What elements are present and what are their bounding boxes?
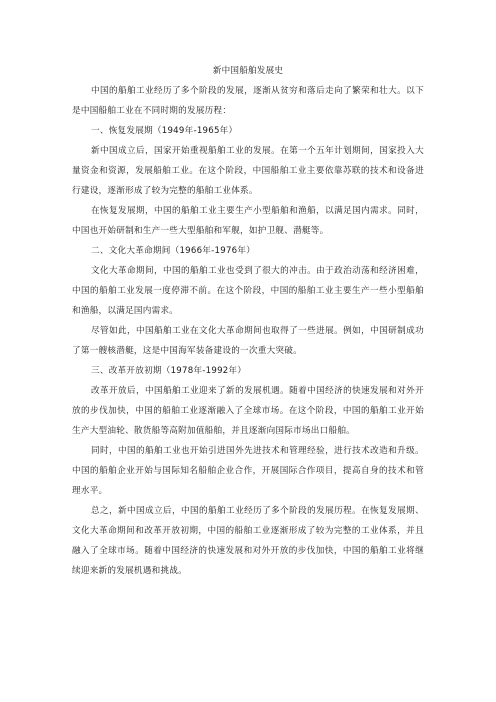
paragraph-recovery-2: 在恢复发展期，中国的船舶工业主要生产小型船舶和渔船，以满足国内需求。同时，中国也开始研制和生产一些大型船舶和军舰，如护卫舰、潜艇等。 [72,206,424,236]
section-heading-recovery: 一、恢复发展期（1949年-1965年） [91,126,238,136]
paragraph-conclusion: 总之，新中国成立后，中国的船舶工业经历了多个阶段的发展历程。在恢复发展期、文化大革命期间和改革开放初期，中国的船舶工业逐渐形成了较为完整的工业体系，并且融入了全球市场。随着中国经济的快速发展和对外开放的步伐加快，中国的船舶工业将继续迎来新的发展机遇和挑战。 [72,506,424,576]
section-heading-cultural-revolution: 二、文化大革命期间（1966年-1976年） [91,246,256,256]
paragraph-reform-2: 同时，中国的船舶工业也开始引进国外先进技术和管理经验，进行技术改造和升级。中国的船舶企业开始与国际知名船舶企业合作，开展国际合作项目，提高自身的技术和管理水平。 [72,446,424,496]
paragraph-recovery-1: 新中国成立后，国家开始重视船舶工业的发展。在第一个五年计划期间，国家投入大量资金和资源，发展船舶工业。在这个阶段，中国船舶工业主要依靠苏联的技术和设备进行建设，逐渐形成了较为完整的船舶工业体系。 [72,146,424,196]
paragraph-intro: 中国的船舶工业经历了多个阶段的发展，逐渐从贫穷和落后走向了繁荣和壮大。以下是中国船舶工业在不同时期的发展历程： [72,86,424,116]
paragraph-cultural-revolution-2: 尽管如此，中国船舶工业在文化大革命期间也取得了一些进展。例如，中国研制成功了第一艘核潜艇，这是中国海军装备建设的一次重大突破。 [72,326,424,356]
paragraph-reform-1: 改革开放后，中国船舶工业迎来了新的发展机遇。随着中国经济的快速发展和对外开放的步伐加快，中国的船舶工业逐渐融入了全球市场。在这个阶段，中国的船舶工业开始生产大型油轮、散货船等高附加值船舶，并且逐渐向国际市场出口船舶。 [72,386,424,436]
section-heading-reform: 三、改革开放初期（1978年-1992年） [91,366,247,376]
paragraph-cultural-revolution-1: 文化大革命期间，中国的船舶工业也受到了很大的冲击。由于政治动荡和经济困难，中国的船舶工业发展一度停滞不前。在这个阶段，中国的船舶工业主要生产一些小型船舶和渔船，以满足国内需求。 [72,266,424,316]
document-title: 新中国船舶发展史 [212,66,284,76]
